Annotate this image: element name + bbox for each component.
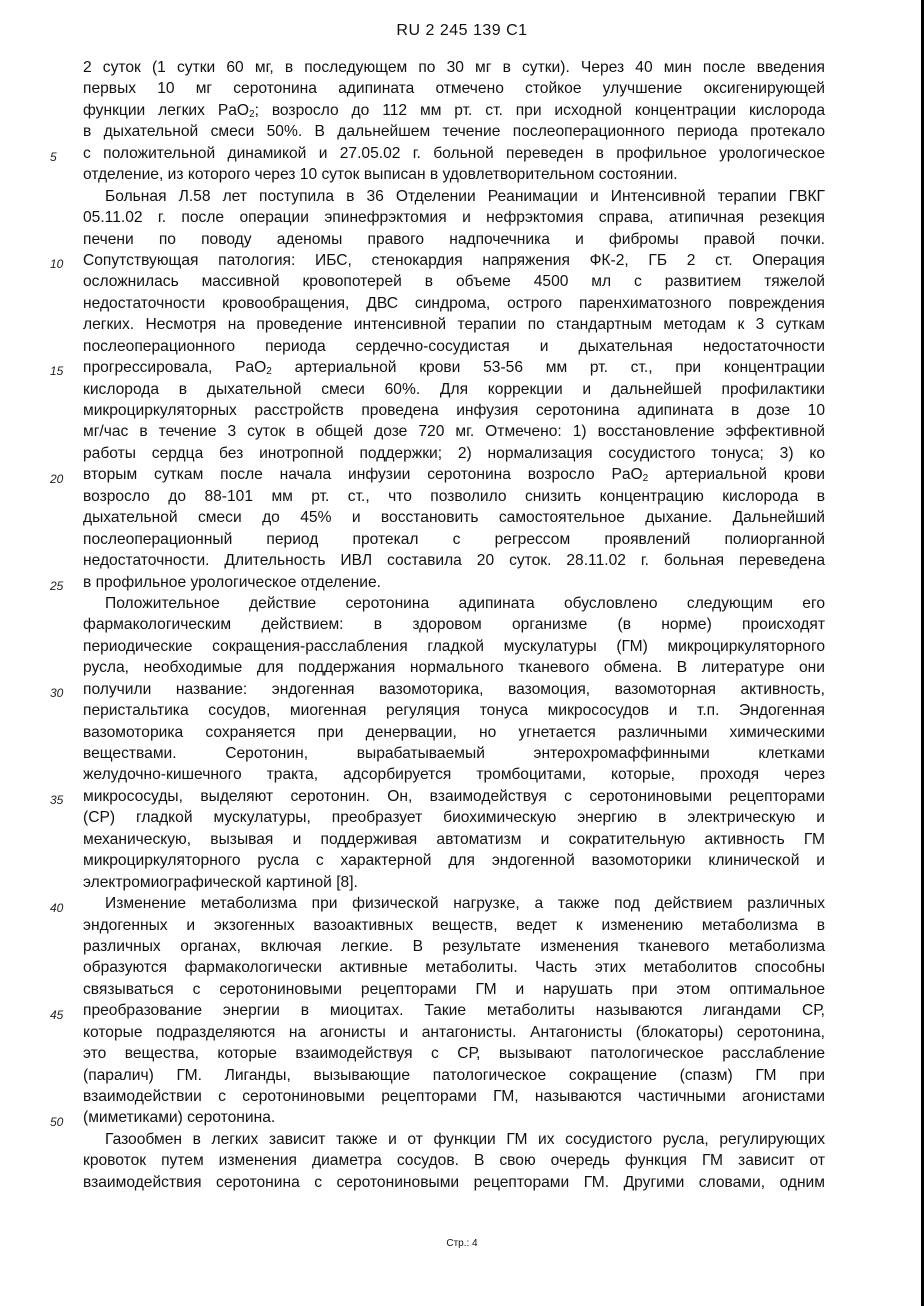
text-line: механическую, вызывая и поддерживая автоматизм и сократительную активность ГМ xyxy=(83,830,825,848)
line-number: 40 xyxy=(50,900,64,915)
text-line: Газообмен в легких зависит также и от функции ГМ их сосудистого русла, регулирующих xyxy=(105,1130,825,1148)
text-line: в профильное урологическое отделение. xyxy=(83,573,382,591)
text-line: недостаточности. Длительность ИВЛ составила 20 суток. 28.11.02 г. больная переведена xyxy=(83,552,825,570)
text-line: Сопутствующая патология: ИБС, стенокардия напряжения ФК-2, ГБ 2 ст. Операция xyxy=(83,251,825,269)
text-line: функции легких PaO$_2$; возросло до 112 мм рт. ст. при исходной концентрации кислорода xyxy=(83,101,825,120)
text-line: (паралич) ГМ. Лиганды, вызывающие патологическое сокращение (спазм) ГМ при xyxy=(83,1066,825,1084)
line-number: 20 xyxy=(50,471,64,486)
text-line: вазомоторика сохраняется при денервации, но угнетается различными химическими xyxy=(83,723,825,741)
text-line: эндогенных и экзогенных вазоактивных веществ, ведет к изменению метаболизма в xyxy=(83,916,825,934)
text-line: возросло до 88-101 мм рт. ст., что позволило снизить концентрацию кислорода в xyxy=(83,487,825,505)
text-line: микроциркуляторного русла с характерной для эндогенной вазомоторики клинической и xyxy=(83,852,825,870)
text-line: вторым суткам после начала инфузии серотонина возросло PaO$_2$ артериальной крови xyxy=(83,466,825,485)
text-line: послеоперационный период протекал с регрессом проявлений полиорганной xyxy=(83,530,825,548)
text-line: получили название: эндогенная вазомоторика, вазомоция, вазомоторная активность, xyxy=(83,680,825,698)
text-line: (СР) гладкой мускулатуры, преобразует биохимическую энергию в электрическую и xyxy=(83,809,825,827)
text-line: кровоток путем изменения диаметра сосудов. В свою очередь функция ГМ зависит от xyxy=(83,1152,825,1170)
line-number: 50 xyxy=(50,1115,64,1130)
text-line: желудочно-кишечного тракта, адсорбируется тромбоцитами, которые, проходя через xyxy=(83,766,825,784)
page-number: Стр.: 4 xyxy=(446,1238,478,1249)
text-line: Больная Л.58 лет поступила в 36 Отделении Реанимации и Интенсивной терапии ГВКГ xyxy=(105,187,825,205)
document-body xyxy=(83,57,825,1193)
text-line: мг/час в течение 3 суток в общей дозе 720 мг. Отмечено: 1) восстановление эффективной xyxy=(83,423,825,441)
text-line: 05.11.02 г. после операции эпинефрэктомия и нефрэктомия справа, атипичная резекция xyxy=(83,209,825,227)
document-header: RU 2 245 139 C1 xyxy=(396,22,528,39)
text-line: периодические сокращения-расслабления гладкой мускулатуры (ГМ) микроциркуляторного xyxy=(83,637,825,655)
text-line: взаимодействия серотонина с серотониновыми рецепторами ГМ. Другими словами, одним xyxy=(83,1173,825,1191)
text-line: первых 10 мг серотонина адипината отмечено стойкое улучшение оксигенирующей xyxy=(83,80,825,98)
text-line: различных органах, включая легкие. В результате изменения тканевого метаболизма xyxy=(83,937,825,955)
text-line: преобразование энергии в миоцитах. Такие метаболиты называются лигандами СР, xyxy=(83,1002,825,1020)
text-line: взаимодействии с серотониновыми рецепторами ГМ, называются частичными агонистами xyxy=(83,1088,825,1105)
text-line: дыхательной смеси до 45% и восстановить самостоятельное дыхание. Дальнейший xyxy=(83,509,825,527)
text-line: электромиографической картиной [8]. xyxy=(83,873,358,891)
text-line: Положительное действие серотонина адипината обусловлено следующим его xyxy=(105,594,825,612)
text-line: (миметиками) серотонина. xyxy=(83,1109,276,1127)
text-line: недостаточности кровообращения, ДВС синдрома, острого паренхиматозного повреждения xyxy=(83,294,825,312)
text-line: кислорода в дыхательной смеси 60%. Для коррекции и дальнейшей профилактики xyxy=(83,380,825,398)
text-line: фармакологическим действием: в здоровом организме (в норме) происходят xyxy=(83,616,825,634)
text-line: работы сердца без инотропной поддержки; 2) нормализация сосудистого тонуса; 3) ко xyxy=(83,444,825,462)
line-number: 25 xyxy=(50,578,64,593)
text-line: послеоперационного периода сердечно-сосудистая и дыхательная недостаточности xyxy=(83,337,825,355)
line-number: 10 xyxy=(50,257,64,272)
text-line: которые подразделяются на агонисты и антагонисты. Антагонисты (блокаторы) серотонина, xyxy=(83,1023,825,1041)
text-line: 2 суток (1 сутки 60 мг, в последующем по 30 мг в сутки). Через 40 мин после введения xyxy=(83,59,825,76)
text-line: печени по поводу аденомы правого надпочечника и фибромы правой почки. xyxy=(83,230,825,248)
line-number: 30 xyxy=(50,686,64,701)
text-line: русла, необходимые для поддержания нормального тканевого обмена. В литературе они xyxy=(83,659,825,677)
text-line: отделение, из которого через 10 суток выписан в удовлетворительном состоянии. xyxy=(83,166,678,184)
line-number: 5 xyxy=(50,149,57,164)
text-line: веществами. Серотонин, вырабатываемый энтерохромаффинными клетками xyxy=(83,745,825,762)
text-line: с положительной динамикой и 27.05.02 г. больной переведен в профильное урологическое xyxy=(83,144,825,162)
text-line: осложнилась массивной кровопотерей в объеме 4500 мл с развитием тяжелой xyxy=(83,273,825,291)
line-number: 45 xyxy=(50,1007,64,1022)
line-number: 35 xyxy=(50,793,64,808)
text-line: связываться с серотониновыми рецепторами ГМ и нарушать при этом оптимальное xyxy=(83,980,825,998)
text-line: в дыхательной смеси 50%. В дальнейшем течение послеоперационного периода протекало xyxy=(83,123,825,141)
text-line: микрососуды, выделяют серотонин. Он, взаимодействуя с серотониновыми рецепторами xyxy=(83,787,825,805)
text-line: образуются фармакологически активные метаболиты. Часть этих метаболитов способны xyxy=(83,959,825,977)
text-line: микроциркуляторных расстройств проведена инфузия серотонина адипината в дозе 10 xyxy=(83,402,825,419)
text-line: это вещества, которые взаимодействуя с СР, вызывают патологическое расслабление xyxy=(83,1045,825,1063)
text-line: легких. Несмотря на проведение интенсивной терапии по стандартным методам к 3 суткам xyxy=(83,316,825,334)
text-line: прогрессировала, PaO$_2$ артериальной крови 53-56 мм рт. ст., при концентрации xyxy=(83,359,825,378)
line-number: 15 xyxy=(50,364,64,379)
text-line: перистальтика сосудов, миогенная регуляция тонуса микрососудов и т.п. Эндогенная xyxy=(83,702,825,720)
text-line: Изменение метаболизма при физической нагрузке, а также под действием различных xyxy=(105,895,825,913)
